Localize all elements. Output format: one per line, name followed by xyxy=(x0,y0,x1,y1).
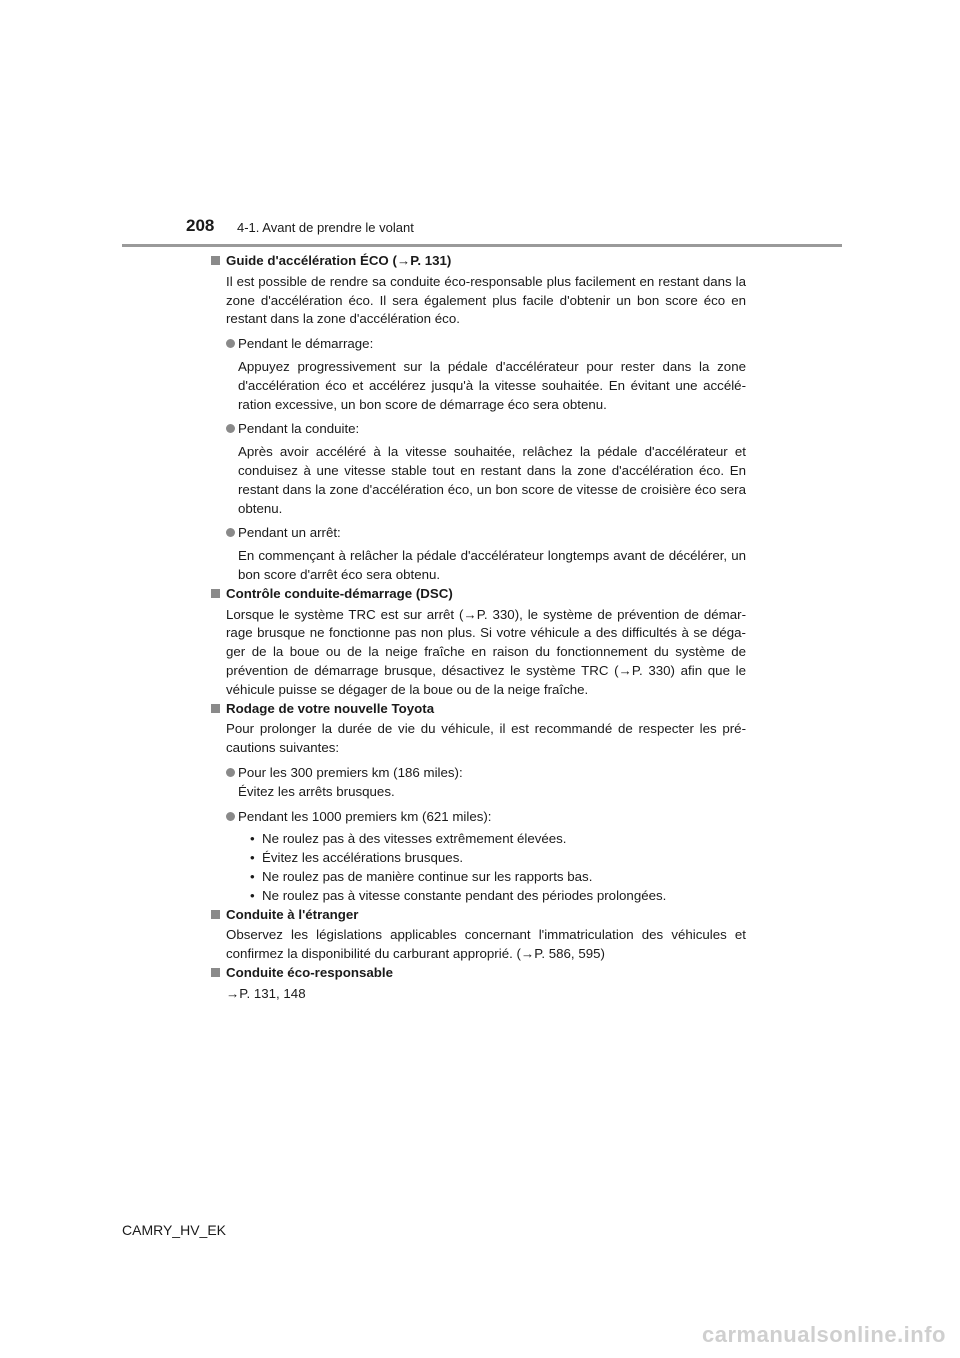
list-item: • Évitez les accélérations brusques. xyxy=(210,849,746,868)
watermark: carmanualsonline.info xyxy=(702,1322,946,1347)
sub-list-1000km xyxy=(210,830,746,905)
bullet-heading-300km: Pour les 300 premiers km (186 miles): xyxy=(210,764,746,783)
section-heading-rodage: Rodage de votre nouvelle Toyota xyxy=(210,700,746,719)
list-item: • Ne roulez pas de manière continue sur les rapports bas. xyxy=(210,868,746,887)
section-body-rodage: Pour prolonger la durée de vie du véhicule, il est recommandé de respecter les pré- cautions suivantes: xyxy=(226,721,746,756)
bullet-text-arret: En commençant à relâcher la pédale d'accélérateur longtemps avant de décélérer, un bon score d'arrêt éco sera obtenu. xyxy=(238,548,746,582)
list-item: • Ne roulez pas à vitesse constante pendant des périodes prolongées. xyxy=(210,887,746,906)
section-title: 4-1. Avant de prendre le volant xyxy=(237,220,414,235)
section-body-etranger: Observez les législations applicables concernant l'immatriculation des véhicules et confirmez la disponibilité du carburant approprié. (→P. 586, 595) xyxy=(226,927,746,962)
list-item: • Ne roulez pas à des vitesses extrêmement élevées. xyxy=(210,830,746,849)
bullet-text-demarrage: Appuyez progressivement sur la pédale d'accélérateur pour rester dans la zone d'accélération éco et accélérez jusqu'à la vitesse souhaitée. En évitant une accélé- ration excessive, un bon score de démarrage éco sera obtenu. xyxy=(238,358,746,412)
bullet-text-conduite: Après avoir accéléré à la vitesse souhaitée, relâchez la pédale d'accélérateur et conduisez à une vitesse stable tout en restant dans la zone d'accélération éco. En restant dans la zone d'accélération éco, un bon score de vitesse de croisière éco sera obtenu. xyxy=(238,444,746,516)
bullet-heading-arret: Pendant un arrêt: xyxy=(210,524,746,543)
section-heading-etranger: Conduite à l'étranger xyxy=(210,906,746,925)
page-number: 208 xyxy=(186,216,215,235)
model-code: CAMRY_HV_EK xyxy=(122,1222,227,1238)
bullet-heading-conduite: Pendant la conduite: xyxy=(210,420,746,439)
section-body-guide-eco: Il est possible de rendre sa conduite éco-responsable plus facilement en restant dans la zone d'accélération éco. Il sera également plus facile d'obtenir un bon score éco en restant dans la zone d'accélération éco. xyxy=(226,273,746,327)
header-rule xyxy=(122,244,842,247)
bullet-text-300km: Évitez les arrêts brusques. xyxy=(238,783,395,799)
page-content xyxy=(210,252,746,1003)
section-body-dsc: Lorsque le système TRC est sur arrêt (→P. 330), le système de prévention de démar- rage brusque ne fonctionne pas non plus. Si votre véhicule a des difficultés à se déga- ger de la boue ou de la neige fraîche en raison du fonctionnement du système de prévention de démarrage brusque, désactivez le système TRC (→P. 330) afin que le véhicule puisse se dégager de la boue ou de la neige fraîche. xyxy=(226,606,746,697)
section-heading-eco-responsable: Conduite éco-responsable xyxy=(210,964,746,983)
bullet-heading-1000km: Pendant les 1000 premiers km (621 miles): xyxy=(210,808,746,827)
section-heading-dsc: Contrôle conduite-démarrage (DSC) xyxy=(210,585,746,604)
bullet-heading-demarrage: Pendant le démarrage: xyxy=(210,335,746,354)
page-reference-link[interactable]: →P. 131, 148 xyxy=(226,985,306,1001)
section-heading-guide-eco: Guide d'accélération ÉCO (→P. 131) xyxy=(210,252,746,271)
